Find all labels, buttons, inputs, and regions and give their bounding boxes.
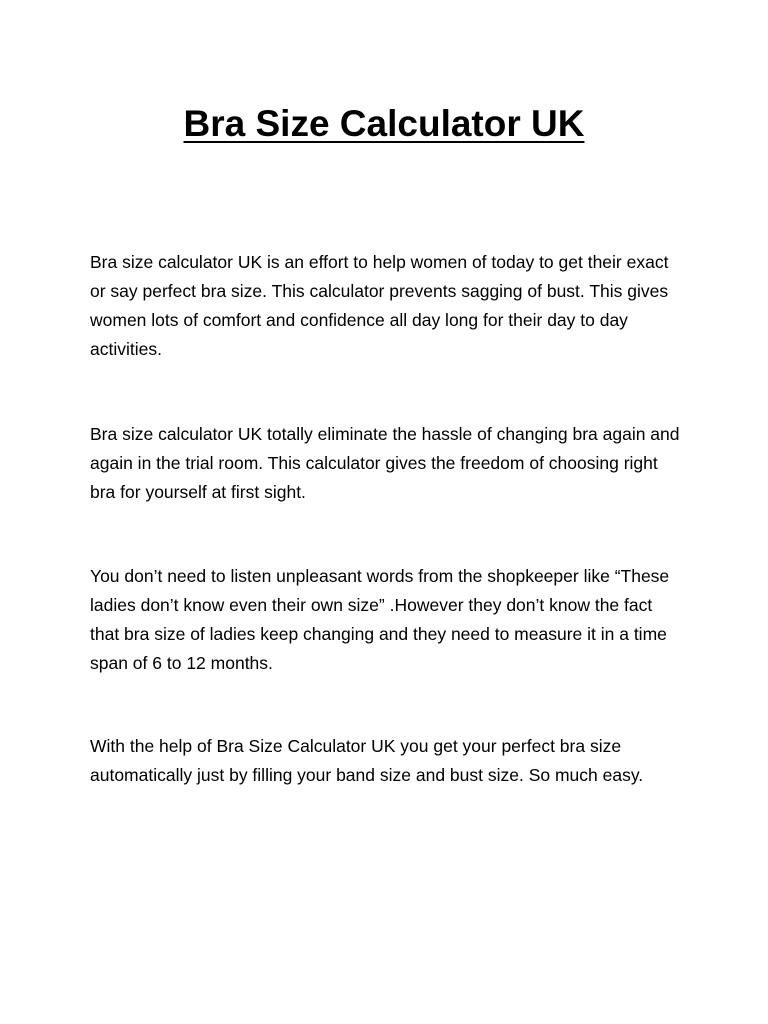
paragraph: You don’t need to listen unpleasant words from the shopkeeper like “These ladies don’t know even their own size” .However they don’t know the fact that bra size of ladies keep changing and they need to measure it in a time span of 6 to 12 months. [90, 566, 670, 673]
paragraph: With the help of Bra Size Calculator UK you get your perfect bra size automatically just by filling your band size and bust size. So much easy. [90, 736, 644, 785]
page-title: Bra Size Calculator UK [183, 103, 585, 144]
paragraph: Bra size calculator UK is an effort to help women of today to get their exact or say perfect bra size. This calculator prevents sagging of bust. This gives women lots of comfort and confidence all day long for their day to day activities. [90, 252, 669, 359]
paragraph: Bra size calculator UK totally eliminate the hassle of changing bra again and again in the trial room. This calculator gives the freedom of choosing right bra for yourself at first sight. [90, 424, 680, 502]
